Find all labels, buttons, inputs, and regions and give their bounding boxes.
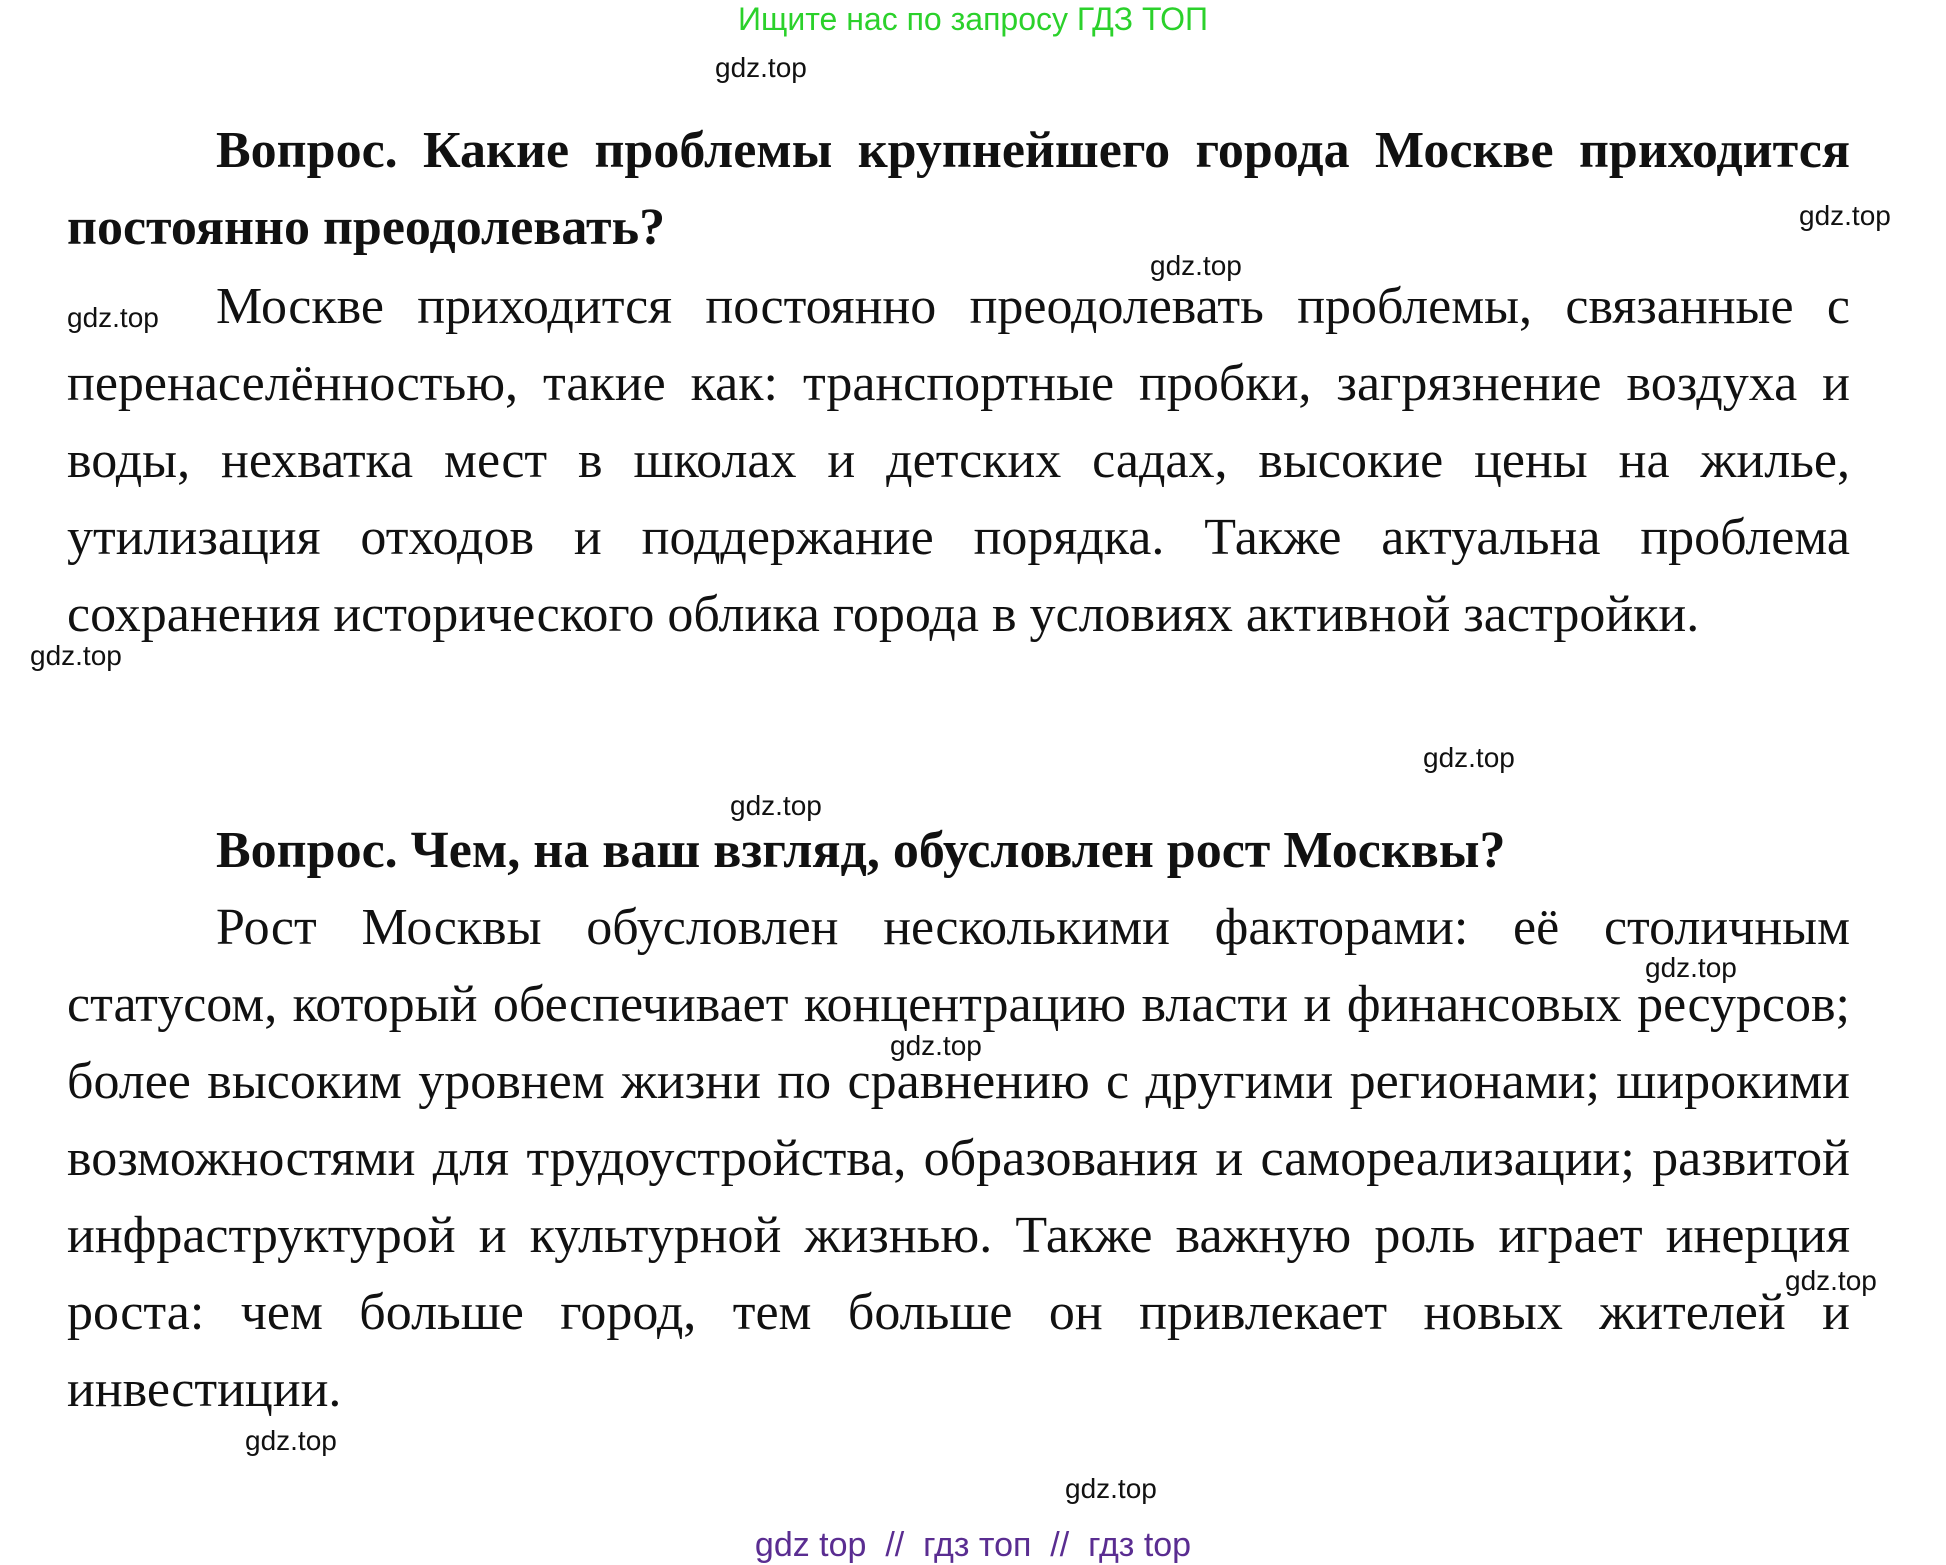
answer-1: Москве приходится постоянно преодолевать проблемы, связанные с перенаселённостью, такие как: транспортные пробки, загрязнение воздуха и воды, нехватка мест в школах и детских садах, высокие цены на жилье, утилизация отходов и поддержание порядка. Также актуальна проблема сохранения исторического облика города в условиях активной застройки. bbox=[67, 278, 1850, 643]
watermark: gdz.top bbox=[1799, 200, 1891, 231]
watermark: gdz.top bbox=[730, 790, 822, 821]
watermark: gdz.top bbox=[30, 640, 122, 671]
watermark: gdz.top bbox=[890, 1030, 982, 1061]
watermark: gdz.top bbox=[67, 302, 159, 333]
answer-2: Рост Москвы обусловлен несколькими факторами: её столичным статусом, который обеспечивает концентрацию власти и финансовых ресурсов; более высоким уровнем жизни по сравнению с другими регионами; широкими возможностями для трудоустройства, образования и самореализации; развитой инфраструктурой и культурной жизнью. Также важную роль играет инерция роста: чем больше город, тем больше он привлекает новых жителей и инвестиции. bbox=[67, 899, 1850, 1418]
watermark: gdz.top bbox=[1065, 1473, 1157, 1504]
watermark: gdz.top bbox=[1645, 952, 1737, 983]
watermark: gdz.top bbox=[715, 52, 807, 83]
search-banner: Ищите нас по запросу ГДЗ ТОП bbox=[738, 1, 1208, 37]
question-2: Вопрос. Чем, на ваш взгляд, обусловлен рост Москвы? bbox=[216, 822, 1506, 879]
watermark: gdz.top bbox=[245, 1425, 337, 1456]
watermark: gdz.top bbox=[1423, 742, 1515, 773]
watermark: gdz.top bbox=[1150, 250, 1242, 281]
question-1: Вопрос. Какие проблемы крупнейшего города Москве приходится постоянно преодолевать? bbox=[67, 122, 1850, 256]
watermark: gdz.top bbox=[1785, 1265, 1877, 1296]
footer-links: gdz top // гдз топ // гдз top bbox=[754, 1526, 1192, 1564]
